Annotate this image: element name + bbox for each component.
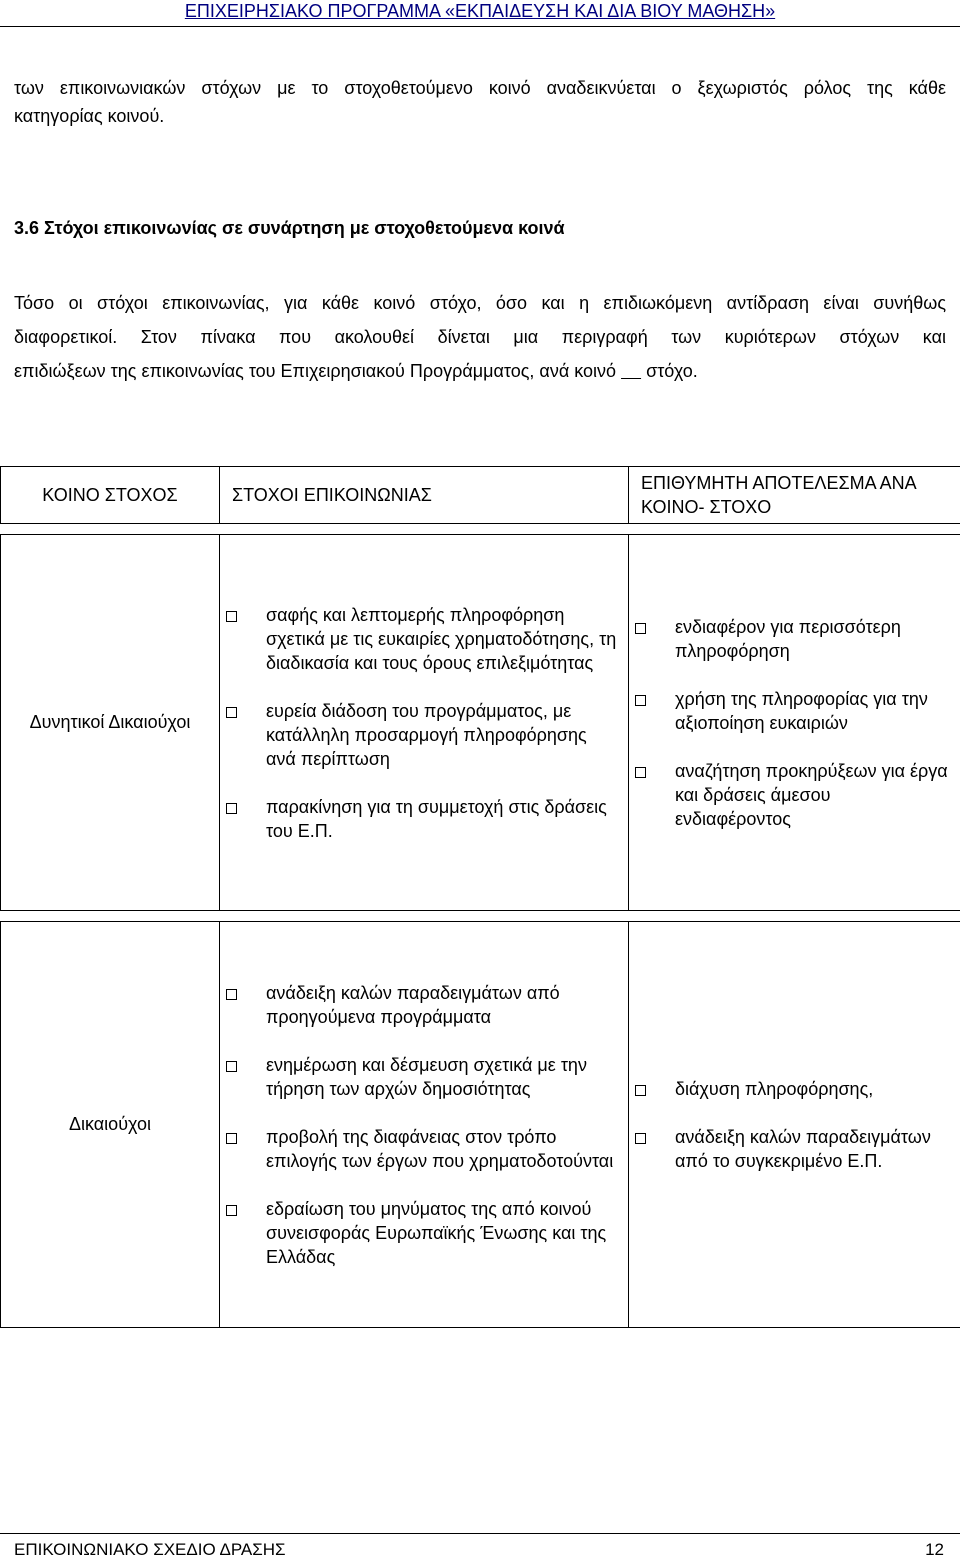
checkbox-bullet-icon	[226, 611, 237, 622]
table-row	[1, 922, 960, 1328]
section-heading: 3.6 Στόχοι επικοινωνίας σε συνάρτηση με στοχοθετούμενα κοινά	[14, 215, 565, 241]
list-item: προβολή της διαφάνειας στον τρόπο επιλογής των έργων που χρηματοδοτούνται	[266, 1125, 628, 1173]
list-item: σαφής και λεπτομερής πληροφόρηση σχετικά με τις ευκαιρίες χρηματοδότησης, τη διαδικασία και τους όρους επιλεξιμότητας	[266, 603, 628, 675]
checkbox-bullet-icon	[226, 1061, 237, 1072]
checkbox-bullet-icon	[635, 767, 646, 778]
checkbox-bullet-icon	[226, 707, 237, 718]
checkbox-bullet-icon	[635, 1133, 646, 1144]
intro-line-1: των επικοινωνιακών στόχων με το στοχοθετούμενο κοινό αναδεικνύεται ο ξεχωριστός ρόλος της κάθε	[14, 74, 946, 102]
section-line-3	[14, 361, 698, 381]
header-cell: ΚΟΙΝΟ ΣΤΟΧΟΣ	[1, 467, 220, 524]
page-number: 12	[925, 1540, 944, 1560]
list-item: εδραίωση του μηνύματος της από κοινού συνεισφοράς Ευρωπαϊκής Ένωσης και της Ελλάδας	[266, 1197, 628, 1269]
list-item: ανάδειξη καλών παραδειγμάτων από το συγκεκριμένο Ε.Π.	[675, 1125, 960, 1173]
checkbox-bullet-icon	[635, 1085, 646, 1096]
section-line-3-text: επιδιώξεων της επικοινωνίας του Επιχειρησιακού Προγράμματος, ανά κοινό	[14, 361, 616, 381]
table-spacer	[1, 911, 960, 922]
goals-table	[0, 466, 960, 1328]
list-item: παρακίνηση για τη συμμετοχή στις δράσεις του Ε.Π.	[266, 795, 628, 843]
section-paragraph	[14, 286, 946, 388]
table-spacer	[1, 524, 960, 535]
header-rule	[0, 26, 960, 27]
checkbox-bullet-icon	[226, 803, 237, 814]
header-cell: ΕΠΙΘΥΜΗΤΗ ΑΠΟΤΕΛΕΣΜΑ ΑΝΑ ΚΟΙΝΟ- ΣΤΟΧΟ	[629, 467, 960, 524]
header-cell: ΣΤΟΧΟΙ ΕΠΙΚΟΙΝΩΝΙΑΣ	[220, 467, 629, 524]
goals-cell	[220, 535, 629, 911]
intro-paragraph	[14, 74, 946, 130]
goals-cell	[220, 922, 629, 1328]
list-item: ανάδειξη καλών παραδειγμάτων από προηγούμενα προγράμματα	[266, 981, 628, 1029]
list-item: χρήση της πληροφορίας για την αξιοποίηση ευκαιριών	[675, 687, 960, 735]
list-item: ενημέρωση και δέσμευση σχετικά με την τήρηση των αρχών δημοσιότητας	[266, 1053, 628, 1101]
intro-line-2: κατηγορίας κοινού.	[14, 106, 164, 126]
audience-cell: Δυνητικοί Δικαιούχοι	[1, 535, 220, 911]
checkbox-bullet-icon	[635, 623, 646, 634]
audience-cell: Δικαιούχοι	[1, 922, 220, 1328]
results-cell	[629, 922, 960, 1328]
footer-rule	[0, 1533, 960, 1534]
checkbox-bullet-icon	[635, 695, 646, 706]
checkbox-bullet-icon	[226, 1133, 237, 1144]
checkbox-bullet-icon	[226, 1205, 237, 1216]
results-cell	[629, 535, 960, 911]
footer-title: ΕΠΙΚΟΙΝΩΝΙΑΚΟ ΣΧΕΔΙΟ ΔΡΑΣΗΣ	[14, 1540, 286, 1560]
list-item: ευρεία διάδοση του προγράμματος, με κατάλληλη προσαρμογή πληροφόρησης ανά περίπτωση	[266, 699, 628, 771]
list-item: διάχυση πληροφόρησης,	[675, 1077, 960, 1101]
section-line-3-end: στόχο.	[646, 361, 698, 381]
table-header-row	[1, 467, 960, 524]
page-header: ΕΠΙΧΕΙΡΗΣΙΑΚΟ ΠΡΟΓΡΑΜΜΑ «ΕΚΠΑΙΔΕΥΣΗ ΚΑΙ ΔΙΑ ΒΙΟΥ ΜΑΘΗΣΗ»	[0, 0, 960, 24]
list-item: αναζήτηση προκηρύξεων για έργα και δράσεις άμεσου ενδιαφέροντος	[675, 759, 960, 831]
section-line-1: Τόσο οι στόχοι επικοινωνίας, για κάθε κοινό στόχο, όσο και η επιδιωκόμενη αντίδραση είναι συνήθως	[14, 286, 946, 320]
section-line-2: διαφορετικοί. Στον πίνακα που ακολουθεί δίνεται μια περιγραφή των κυριότερων στόχων και	[14, 320, 946, 354]
list-item: ενδιαφέρον για περισσότερη πληροφόρηση	[675, 615, 960, 663]
checkbox-bullet-icon	[226, 989, 237, 1000]
table-row	[1, 535, 960, 911]
